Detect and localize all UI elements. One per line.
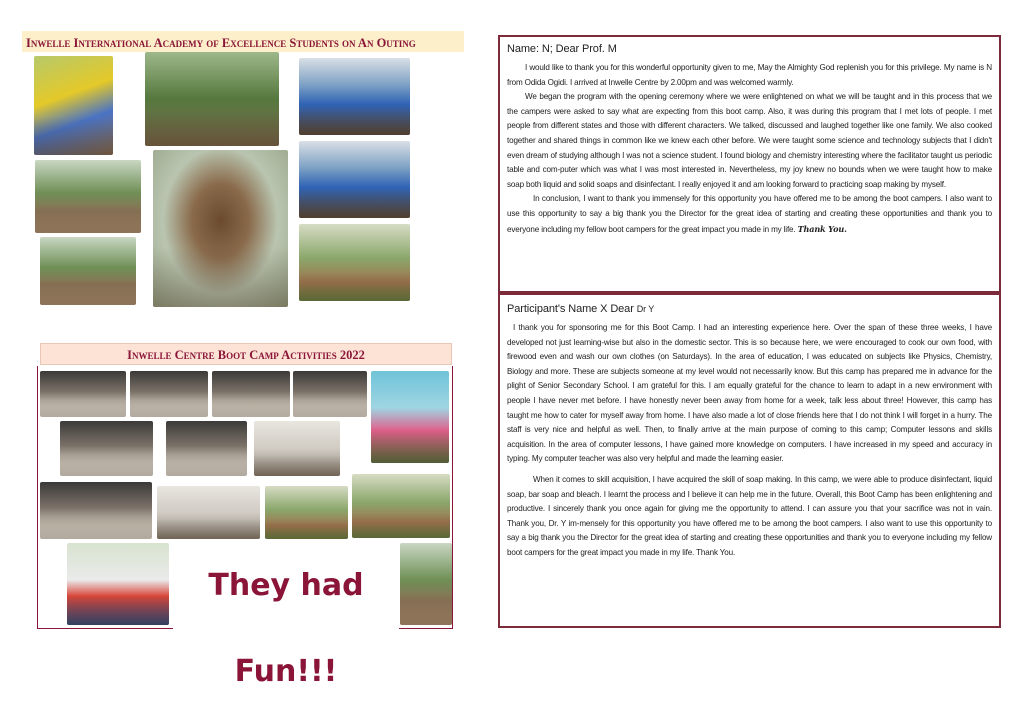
photo-swings bbox=[145, 52, 279, 146]
letter-one bbox=[498, 35, 1001, 293]
bootcamp-banner: Inwelle Centre Boot Camp Activities 2022 bbox=[40, 343, 452, 365]
letter-two-paragraph-1: I thank you for sponsoring me for this Boot Camp. I had an interesting experience here. Over the span of these three weeks, I have developed not just learning-wise but also in the domestic sector. This is so because here, we were encouraged to cook our own food, with firewood even and wash our own clothes (on Saturdays). In the area of education, I was educated on subjects like Physics, Chemistry, Biology and more. These are subjects someone at my level would not necessarily know. But this camp has prepared me in advance for the plight of Senior Secondary School. I am grateful for this. I am equally grateful for the chance to learn to adapt in a new environment with people I have never met before. I have honestly never been away from home for a week, talk less about three! However, this camp has taught me how to cater for myself away from home. I have also made a lot of close friends here that I do not think I will forget in a hurry. The staff is very nice and helpful as well. Then, to finally arrive at the main purpose of coming to this camp; Computer lessons and skills acquisition. In the area of computer lessons, I have gained more knowledge on computers. I have increased in my speed and accuracy in typing. My computer teacher was also very helpful and made the learning easier. bbox=[507, 323, 992, 464]
letter-one-signoff: Thank You. bbox=[797, 223, 847, 234]
photo-outdoor-girl bbox=[371, 371, 449, 463]
fun-caption: They had Fun!!! bbox=[173, 543, 399, 629]
photo-computer-lab-2 bbox=[130, 371, 208, 417]
photo-computer-lab-1 bbox=[40, 371, 126, 417]
photo-farm-2 bbox=[352, 474, 450, 538]
photo-bear-statue bbox=[153, 150, 288, 307]
photo-park-trees bbox=[35, 160, 141, 233]
letter-two-salutation bbox=[507, 303, 992, 315]
photo-group-gate bbox=[299, 58, 410, 135]
photo-soap-making bbox=[254, 421, 340, 476]
photo-group-steps bbox=[299, 141, 410, 218]
photo-class-1 bbox=[60, 421, 153, 476]
photo-class-2 bbox=[166, 421, 247, 476]
letter-two-paragraph-2: When it comes to skill acquisition, I have acquired the skill of soap making. In this camp, we were able to produce disinfectant, liquid soap, bar soap and bleach. I learnt the process and I believe it can help me in the future. Overall, this Boot Camp has been enlightening and productive. I sincerely thank you once again for giving me the opportunity to attend. I can assure you that your sacrifice was not in vain. Thank you, Dr. Y im-mensely for this opportunity you have offered me to be among the boot campers. I also want to use this opportunity to say a big thank you the Director for the great idea of starting and creating these opportunities and thank you to everyone including my fellow boot campers for the great impact you made in my life. Thank You. bbox=[507, 474, 992, 557]
letter-two bbox=[498, 293, 1001, 628]
photo-computer-lab-3 bbox=[212, 371, 290, 417]
photo-farm-1 bbox=[265, 486, 348, 539]
letter-one-salutation: Name: N; Dear Prof. M bbox=[507, 43, 617, 55]
photo-kids-garden bbox=[299, 224, 410, 301]
letter-two-salutation-main: Participant's Name X Dear bbox=[507, 303, 634, 315]
photo-crowd bbox=[400, 543, 452, 625]
photo-computer-lab-4 bbox=[293, 371, 367, 417]
photo-cleaning bbox=[157, 486, 260, 539]
photo-group-outdoors bbox=[67, 543, 169, 625]
photo-library bbox=[40, 482, 152, 539]
letter-one-paragraph-2: We began the program with the opening ceremony where we were enlightened on what we will be taught and in this process that we the campers were asked to say what are expecting from this boot camp. Also, it was during this program that I met lots of people. I met people from different states and those with different characters. We talked, discussed and laughed together like one family. We also cooked together and shared things in common like we knew each other before. We were taught some science and technology subjects that I didn't even dream of studying although I was not a science student. I found biology and chemistry interesting where the facilitator taught us periodic table and com-puter which was what I was most interested in. Nevertheless, my joy knew no bounds when we were taught how to make soap both liquid and solid soaps and disinfectant. I really enjoyed it and am looking forward to practicing soap making by myself. bbox=[507, 92, 992, 189]
letter-one-paragraph-1: I would like to thank you for this wonderful opportunity given to me, May the Almighty God replenish you for this privilege. My name is N from Odida Ogidi. I arrived at Inwelle Centre by 2.00pm and was welcomed warmly. bbox=[507, 63, 992, 87]
letter-one-paragraph-3-text: In conclusion, I want to thank you immensely for this opportunity you have offered me to be among the boot campers. I also want to use this opportunity to say a big thank you the Director for the great idea of starting and creating these opportunities and thank you to everyone including my fellow boot campers for the great impact you made in my life. bbox=[507, 194, 992, 234]
photo-park-entrance bbox=[40, 237, 136, 305]
outing-banner: Inwelle International Academy of Excellence Students on An Outing bbox=[22, 31, 464, 52]
letter-one-paragraph-3 bbox=[507, 192, 992, 237]
letter-two-salutation-recipient: Dr Y bbox=[636, 304, 655, 314]
photo-slide bbox=[34, 56, 113, 155]
